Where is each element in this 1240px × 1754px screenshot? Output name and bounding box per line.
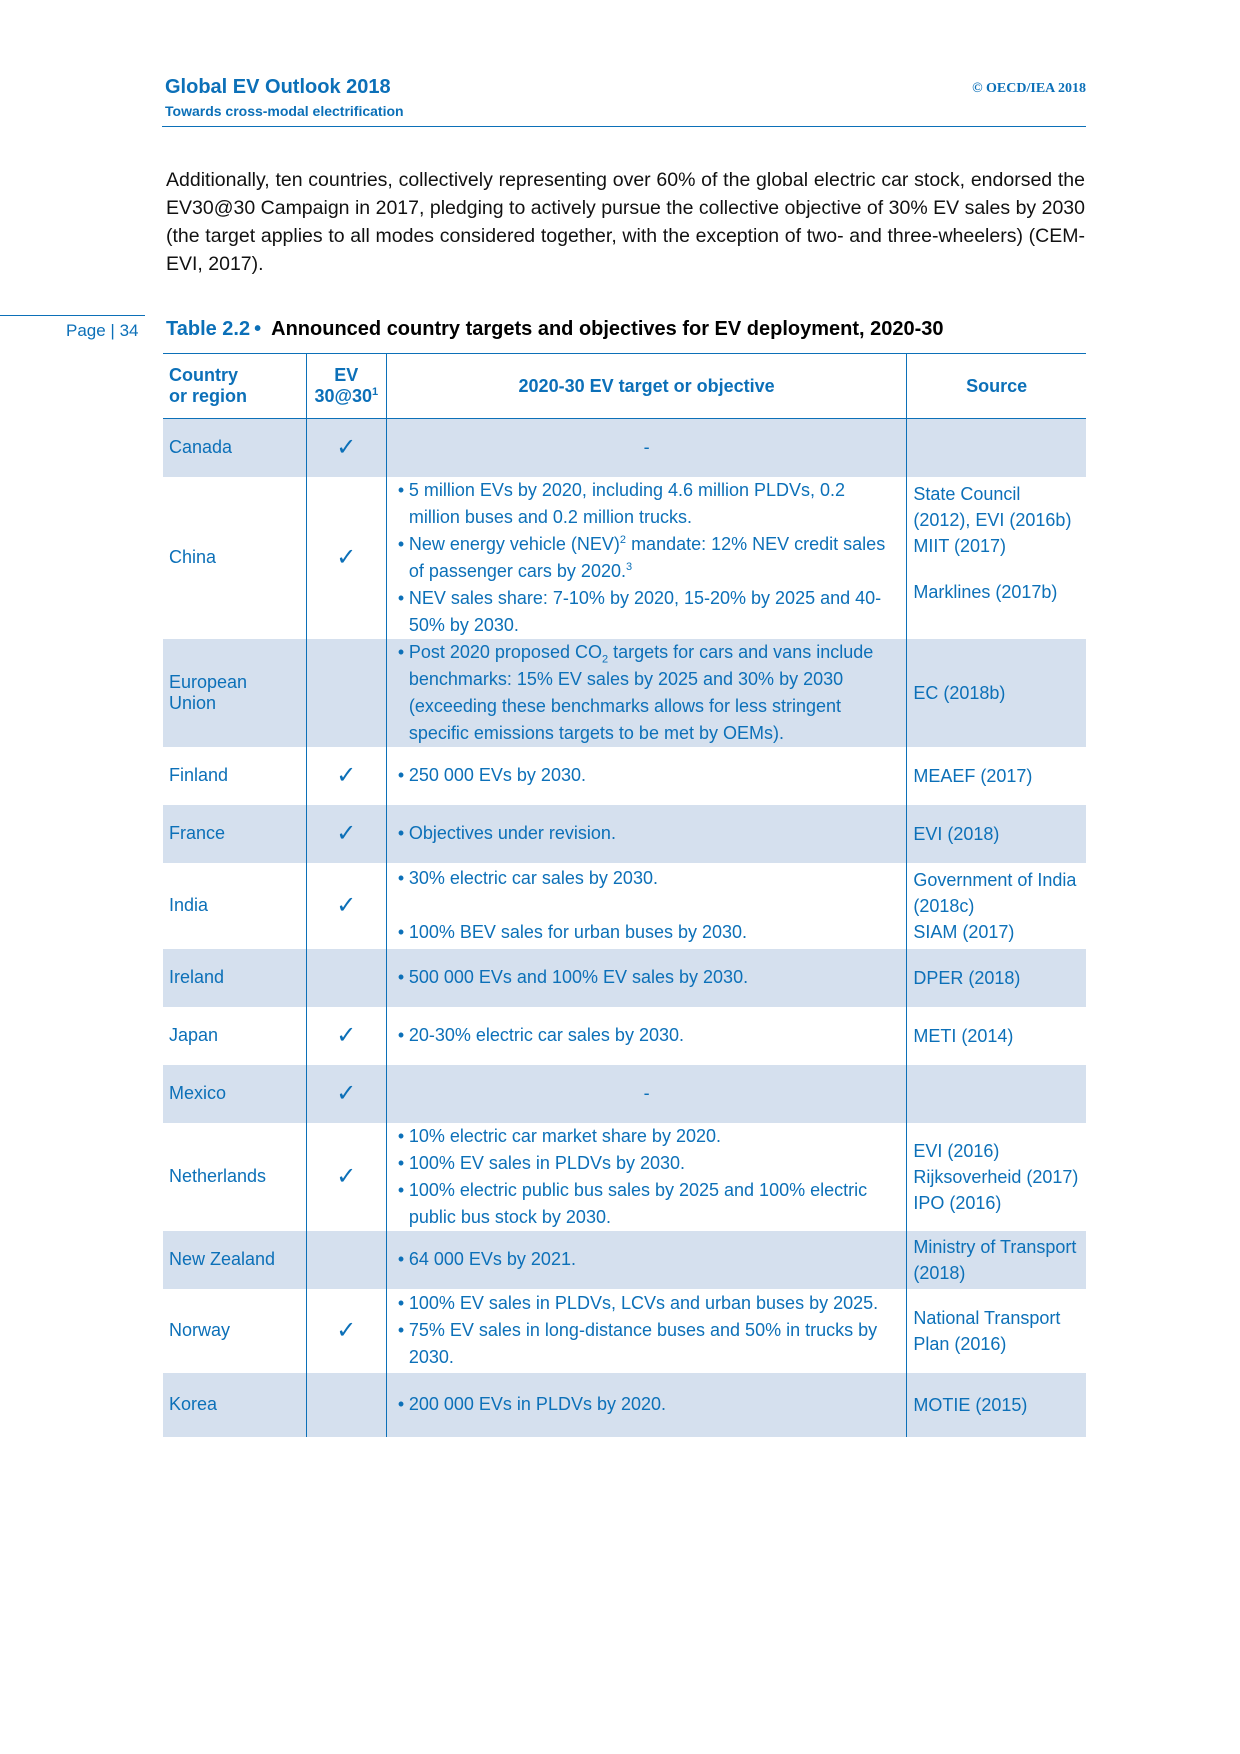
objective-item: • Objectives under revision. <box>393 820 901 847</box>
source-text: SIAM (2017) <box>913 921 1015 942</box>
country-cell: Japan <box>169 1025 219 1045</box>
objective-text: Post 2020 proposed CO <box>408 641 602 662</box>
objective-cell <box>386 1231 907 1289</box>
caption-bullet: • <box>254 318 262 340</box>
objective-cell <box>386 1123 907 1231</box>
objective-item: • 100% EV sales in PLDVs, LCVs and urban buses by 2025. <box>393 1290 901 1317</box>
table-caption <box>166 318 944 341</box>
header-ev3030 <box>306 354 386 419</box>
header-ev-text: 30@30 <box>314 386 373 406</box>
country-cell: Netherlands <box>169 1166 267 1186</box>
header-ev-line2 <box>313 386 380 407</box>
objective-text: mandate: 12% NEV credit sales of passenger cars by 2020. <box>408 533 886 581</box>
objective-cell <box>386 639 907 747</box>
source-text: Government of India (2018c) <box>913 869 1077 916</box>
table-row-ireland <box>163 949 1086 1007</box>
check-mark: ✓ <box>306 419 386 477</box>
source-text: Marklines (2017b) <box>913 581 1058 602</box>
table-row-mexico <box>163 1065 1086 1123</box>
objective-cell <box>386 1289 907 1373</box>
footnote-ref-1: 1 <box>372 386 379 398</box>
header-source: Source <box>907 354 1086 419</box>
country-cell: India <box>169 895 209 915</box>
objective-item: • 75% EV sales in long-distance buses and 50% in trucks by 2030. <box>393 1317 901 1371</box>
objective-item <box>393 531 901 585</box>
source-cell: MEAEF (2017) <box>907 747 1086 805</box>
objective-item: • 500 000 EVs and 100% EV sales by 2030. <box>393 964 901 991</box>
table-caption-label: Table 2.2 <box>166 318 251 340</box>
check-cell-empty <box>306 1373 386 1437</box>
subscript: 2 <box>601 653 609 666</box>
source-cell: Ministry of Transport (2018) <box>907 1231 1086 1289</box>
source-cell: National Transport Plan (2016) <box>907 1289 1086 1373</box>
table-row-india <box>163 863 1086 949</box>
page-number-rule <box>0 315 145 316</box>
source-text: IPO (2016) <box>913 1192 1002 1213</box>
check-cell-empty <box>306 639 386 747</box>
country-cell: Korea <box>163 1373 306 1437</box>
objective-item: • 100% EV sales in PLDVs by 2030. <box>393 1150 901 1177</box>
table-row-japan <box>163 1007 1086 1065</box>
objective-cell <box>386 805 907 863</box>
objective-item: • 10% electric car market share by 2020. <box>393 1123 901 1150</box>
source-cell <box>907 477 1086 639</box>
country-line: Union <box>169 692 217 713</box>
objective-cell: - <box>386 419 907 477</box>
country-cell: China <box>169 547 217 567</box>
table-row-china <box>163 477 1086 639</box>
objective-item: • NEV sales share: 7-10% by 2020, 15-20% by 2025 and 40-50% by 2030. <box>393 585 901 639</box>
footnote-ref-3: 3 <box>625 560 633 573</box>
table-row-new-zealand <box>163 1231 1086 1289</box>
header-country <box>163 354 306 419</box>
header-objective: 2020-30 EV target or objective <box>386 354 907 419</box>
source-cell <box>907 863 1086 949</box>
source-text: Rijksoverheid (2017) <box>913 1166 1079 1187</box>
country-cell: New Zealand <box>163 1231 306 1289</box>
header-rule <box>162 126 1086 127</box>
source-text: MIIT (2017) <box>913 535 1007 556</box>
check-mark: ✓ <box>306 747 386 805</box>
table-header-row <box>163 354 1086 419</box>
header-copyright: © OECD/IEA 2018 <box>972 81 1086 96</box>
table-row-netherlands <box>163 1123 1086 1231</box>
country-cell: France <box>163 805 306 863</box>
objective-item <box>393 639 901 747</box>
table-row-european-union <box>163 639 1086 747</box>
objective-item: • 20-30% electric car sales by 2030. <box>393 1022 901 1049</box>
table-row-norway <box>163 1289 1086 1373</box>
objective-cell <box>386 747 907 805</box>
objective-cell: - <box>386 1065 907 1123</box>
objective-item: • 64 000 EVs by 2021. <box>393 1246 901 1273</box>
objective-cell <box>386 477 907 639</box>
source-text: State Council (2012), EVI (2016b) <box>913 483 1072 530</box>
targets-table <box>163 353 1086 1437</box>
check-mark: ✓ <box>306 1007 386 1065</box>
source-cell: DPER (2018) <box>907 949 1086 1007</box>
objective-cell <box>386 863 907 949</box>
table-caption-title: Announced country targets and objectives for EV deployment, 2020-30 <box>271 318 944 340</box>
objective-item: • 30% electric car sales by 2030. <box>393 865 901 892</box>
table-row-finland <box>163 747 1086 805</box>
check-mark: ✓ <box>306 477 386 639</box>
check-mark: ✓ <box>306 1065 386 1123</box>
check-mark: ✓ <box>306 1123 386 1231</box>
header-title: Global EV Outlook 2018 <box>165 76 391 98</box>
check-cell-empty <box>306 949 386 1007</box>
check-cell-empty <box>306 1231 386 1289</box>
source-cell: EVI (2018) <box>907 805 1086 863</box>
objective-item: • 100% electric public bus sales by 2025 and 100% electric public bus stock by 2030. <box>393 1177 901 1231</box>
source-cell: EC (2018b) <box>907 639 1086 747</box>
source-cell <box>907 1123 1086 1231</box>
table-row-korea <box>163 1373 1086 1437</box>
source-cell: METI (2014) <box>907 1007 1086 1065</box>
header-country-line1: Country <box>169 365 238 385</box>
source-cell: MOTIE (2015) <box>907 1373 1086 1437</box>
country-cell: Finland <box>169 765 229 785</box>
objective-cell <box>386 1007 907 1065</box>
header-ev-line1: EV <box>334 365 359 385</box>
source-text: EVI (2016) <box>913 1140 1000 1161</box>
objective-item: • 100% BEV sales for urban buses by 2030. <box>393 919 901 946</box>
country-cell: Norway <box>169 1320 231 1340</box>
header-subtitle: Towards cross-modal electrification <box>165 103 404 119</box>
check-mark: ✓ <box>306 805 386 863</box>
intro-paragraph: Additionally, ten countries, collectively representing over 60% of the global electric car stock, endorsed the EV30@30 Campaign in 2017, pledging to actively pursue the collective objective of 30% EV sales by 2030 (the target applies to all modes considered together, with the exception of two- and three-wheelers) (CEM-EVI, 2017). <box>166 169 1085 275</box>
source-cell <box>907 1065 1086 1123</box>
source-cell <box>907 419 1086 477</box>
objective-text: New energy vehicle (NEV) <box>408 533 620 554</box>
footnote-ref-2: 2 <box>619 533 627 546</box>
table-row-france <box>163 805 1086 863</box>
country-cell: Canada <box>163 419 306 477</box>
objective-cell <box>386 949 907 1007</box>
table-row-canada <box>163 419 1086 477</box>
objective-item: • 200 000 EVs in PLDVs by 2020. <box>393 1391 901 1418</box>
country-cell: Mexico <box>163 1065 306 1123</box>
header-country-line2: or region <box>169 386 248 406</box>
check-mark: ✓ <box>306 1289 386 1373</box>
objective-cell <box>386 1373 907 1437</box>
country-cell: Ireland <box>163 949 306 1007</box>
objective-item: • 250 000 EVs by 2030. <box>393 762 901 789</box>
country-line: European <box>169 671 248 692</box>
check-mark: ✓ <box>306 863 386 949</box>
country-cell <box>163 639 306 747</box>
page-number: Page | 34 <box>66 321 139 340</box>
objective-item: • 5 million EVs by 2020, including 4.6 million PLDVs, 0.2 million buses and 0.2 million trucks. <box>393 477 901 531</box>
objective-text: targets for cars and vans include benchmarks: 15% EV sales by 2025 and 30% by 2030 (exceeding these benchmarks allows for less stringent specific emissions targets to be met by OEMs). <box>408 641 874 743</box>
